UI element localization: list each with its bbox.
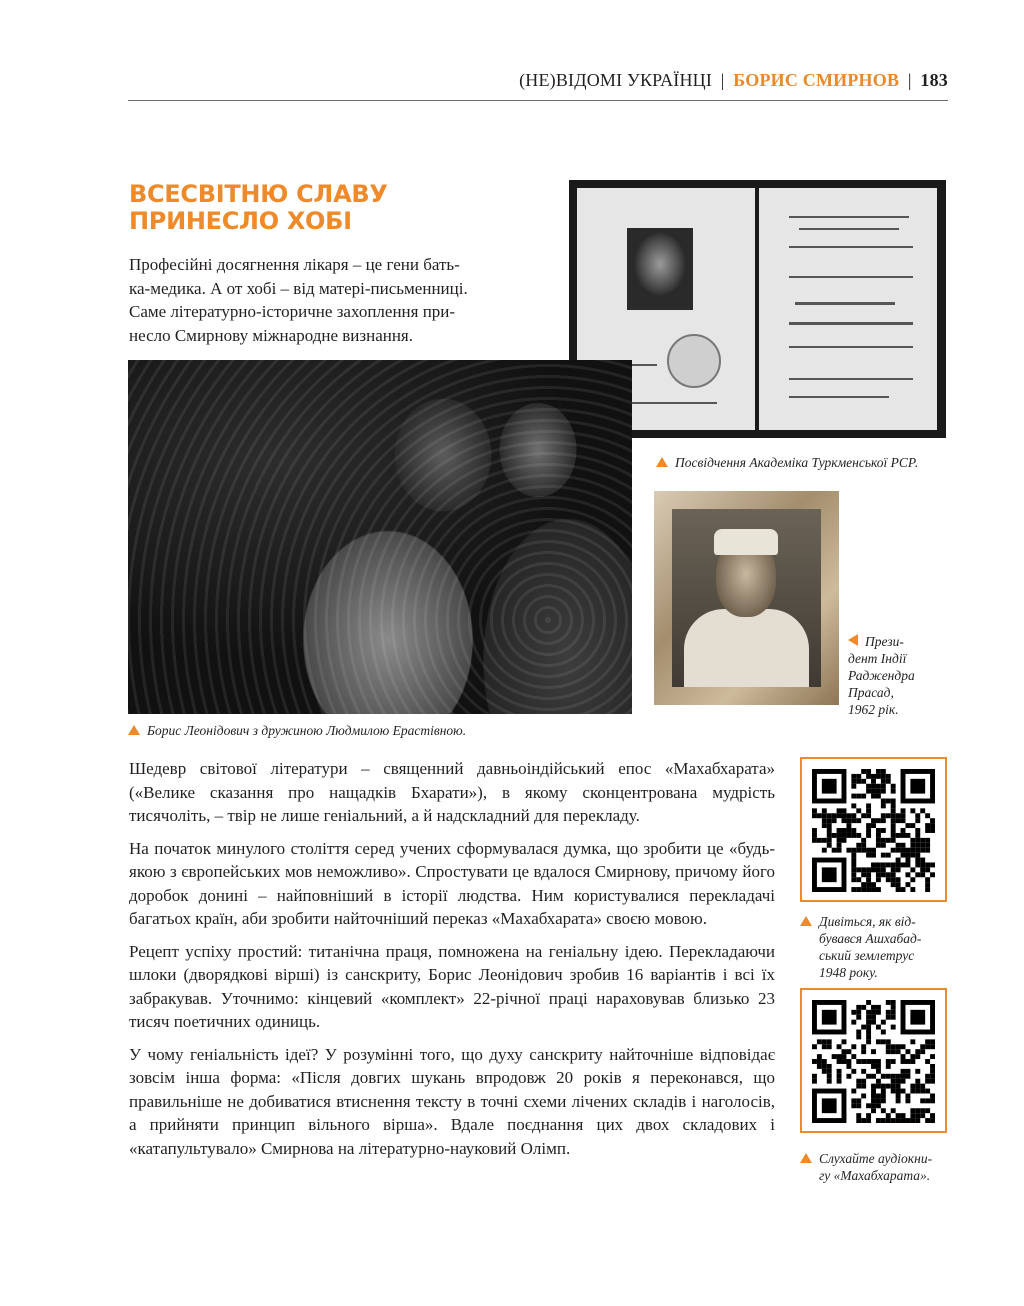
certificate-line — [789, 322, 913, 325]
qr-code-icon — [812, 769, 935, 892]
header-separator: | — [907, 70, 912, 90]
intro-line: Професійні досягнення лікаря – це гени бать- — [129, 255, 460, 274]
qr-code-earthquake[interactable] — [800, 757, 947, 902]
certificate-line — [789, 216, 909, 218]
certificate-seal — [667, 334, 721, 388]
certificate-caption: Посвідчення Академіка Туркменської РСР. — [656, 454, 948, 471]
couple-photo — [128, 360, 632, 714]
certificate-line — [789, 346, 913, 348]
intro-line: несло Смирнову міжнародне визнання. — [129, 325, 414, 345]
certificate-right-page — [759, 188, 937, 430]
certificate-portrait — [627, 228, 693, 310]
caption-triangle-icon — [128, 725, 140, 735]
header-series: (НЕ)ВІДОМІ УКРАЇНЦІ — [519, 70, 713, 90]
president-photo — [654, 491, 839, 705]
certificate-line — [789, 276, 913, 278]
certificate-line — [799, 228, 899, 230]
couple-caption: Борис Леонідович з дружиною Людмилою Ерастівною. — [128, 722, 628, 739]
body-paragraph: Рецепт успіху простий: титанічна праця, помножена на геніальну ідею. Перекладаючи шлоки (дворядкові вірші) із санскриту, Борис Леонідович зробив 16 варіантів і всі їх забракував. Уточнимо: кінцевий «комплект» 22-річної праці нараховував близько 23 тисяч поетичних одиниць. — [129, 941, 775, 1031]
qr-earthquake-caption: Дивіться, як від- бувався Ашхабад- ський землетрус 1948 року. — [800, 913, 950, 981]
body-paragraph: Шедевр світової літератури – священний давньоіндійський епос «Махабхарата» («Велике сказання про нащадків Бхарати»), в якому сконцентрована мудрість тисячоліть, – твір не лише геніальний, а й надскладний для перекладу. — [129, 759, 775, 825]
certificate-line — [795, 302, 895, 305]
caption-triangle-icon — [848, 634, 858, 646]
page-number: 183 — [920, 70, 948, 90]
header-person: БОРИС СМИРНОВ — [733, 70, 900, 90]
section-title: ВСЕСВІТНЮ СЛАВУ ПРИНЕСЛО ХОБІ — [129, 180, 388, 235]
header-separator: | — [720, 70, 725, 90]
certificate-line — [789, 246, 913, 248]
intro-line: ка-медика. А от хобі – від матері-письменниці. — [129, 278, 468, 298]
caption-triangle-icon — [800, 1153, 812, 1163]
running-header — [128, 64, 948, 100]
intro-line: Саме літературно-історичне захоплення при- — [129, 302, 456, 321]
body-paragraph: У чому геніальність ідеї? У розумінні того, що духу санскриту найточніше відповідає зовсім інша форма: «Після довгих шукань впродовж 20 років я переконався, що правильніше не добиватися втиснення тексту в точні схеми лічених складів і наголосів, а прийняти принцип вільного вірша». Вдале поєднання цих двох складових і «катапультувало» Смирнова на літературно-науковий Олімп. — [129, 1044, 775, 1158]
qr-code-audiobook[interactable] — [800, 988, 947, 1133]
president-caption: Прези- дент Індії Раджендра Прасад, 1962 рік. — [848, 634, 915, 717]
caption-triangle-icon — [656, 457, 668, 467]
header-rule — [128, 100, 948, 101]
certificate-line — [789, 396, 889, 398]
caption-triangle-icon — [800, 916, 812, 926]
qr-audiobook-caption: Слухайте аудіокни- гу «Махабхарата». — [800, 1150, 950, 1184]
body-text — [129, 757, 775, 1169]
qr-code-icon — [812, 1000, 935, 1123]
intro-text — [129, 253, 529, 347]
certificate-line — [789, 378, 913, 380]
body-paragraph: На початок минулого століття серед учених сформувалася думка, що зробити це «будь-якою з європейських мов неможливо». Спростувати це вдалося Смирнову, причому його доробок донині – найповніший в історії людства. Ним користувалися перекладачі багатьох країн, аби зробити найточніший переказ «Махабхарата» своєю мовою. — [129, 838, 775, 928]
